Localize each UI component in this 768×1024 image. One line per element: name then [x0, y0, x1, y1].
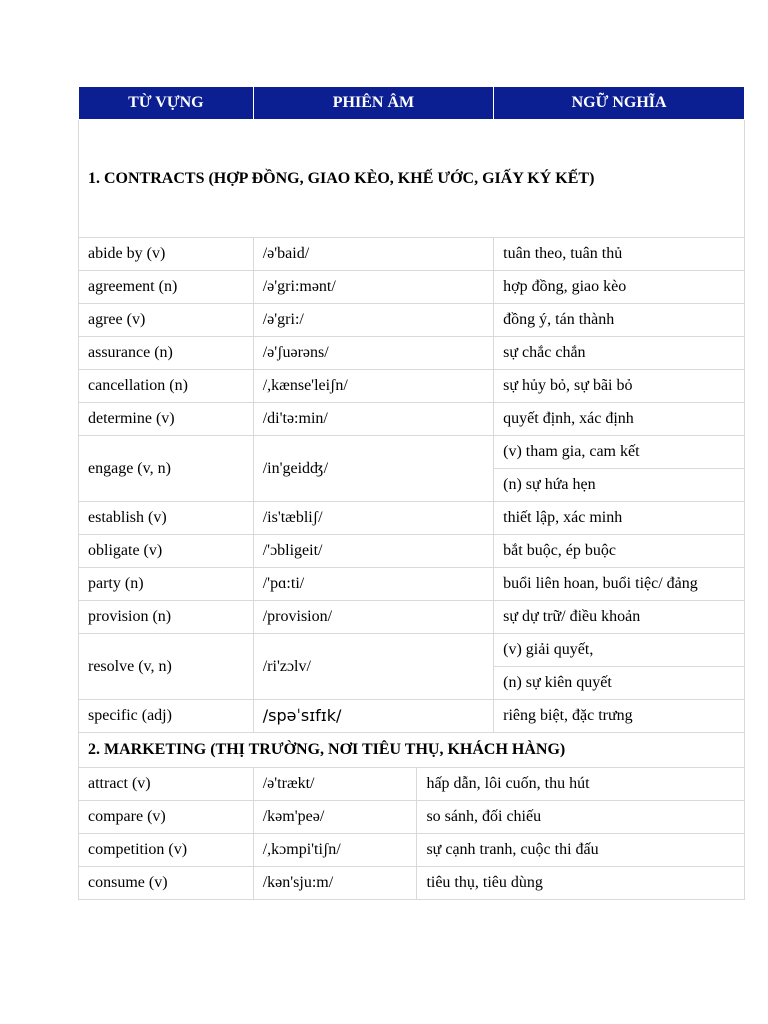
pronunciation-cell: /ə'gri:mənt/ — [253, 271, 493, 304]
meaning-cell: thiết lập, xác minh — [494, 502, 745, 535]
pronunciation-cell: /'ɔbligeit/ — [253, 535, 493, 568]
word-cell: cancellation (n) — [79, 370, 254, 403]
meaning-cell: riêng biệt, đặc trưng — [494, 700, 745, 733]
meaning-cell: quyết định, xác định — [494, 403, 745, 436]
table-row — [79, 700, 745, 733]
word-cell: determine (v) — [79, 403, 254, 436]
header-pronunciation: PHIÊN ÂM — [253, 87, 493, 120]
word-cell: attract (v) — [79, 768, 254, 801]
table-row — [79, 834, 745, 867]
pronunciation-cell: /,kɔmpi'tiʃn/ — [253, 834, 417, 867]
table-row — [79, 601, 745, 634]
meaning-cell: sự cạnh tranh, cuộc thi đấu — [417, 834, 745, 867]
table-row — [79, 768, 745, 801]
word-cell: obligate (v) — [79, 535, 254, 568]
pronunciation-cell: /is'tæbliʃ/ — [253, 502, 493, 535]
table-row — [79, 634, 745, 667]
section-heading-row — [79, 733, 745, 768]
meaning-cell: (v) tham gia, cam kết — [494, 436, 745, 469]
word-cell: competition (v) — [79, 834, 254, 867]
pronunciation-cell: /ə'gri:/ — [253, 304, 493, 337]
meaning-cell: sự chắc chắn — [494, 337, 745, 370]
table-row — [79, 867, 745, 900]
meaning-cell: buổi liên hoan, buổi tiệc/ đảng — [494, 568, 745, 601]
meaning-cell: hấp dẫn, lôi cuốn, thu hút — [417, 768, 745, 801]
pronunciation-cell: /kən'sju:m/ — [253, 867, 417, 900]
section-title: 1. CONTRACTS (HỢP ĐỒNG, GIAO KÈO, KHẾ ƯỚC, GIẤY KÝ KẾT) — [79, 120, 745, 238]
table-row — [79, 271, 745, 304]
word-cell: agree (v) — [79, 304, 254, 337]
meaning-cell: hợp đồng, giao kèo — [494, 271, 745, 304]
table-header-row — [79, 87, 745, 120]
pronunciation-cell: /spəˈsɪfɪk/ — [253, 700, 493, 733]
table-row — [79, 502, 745, 535]
word-cell: consume (v) — [79, 867, 254, 900]
pronunciation-cell: /kəm'peə/ — [253, 801, 417, 834]
meaning-cell: sự dự trữ/ điều khoản — [494, 601, 745, 634]
meaning-cell: (v) giải quyết, — [494, 634, 745, 667]
pronunciation-cell: /in'geidʤ/ — [253, 436, 493, 502]
word-cell: provision (n) — [79, 601, 254, 634]
section-title: 2. MARKETING (THỊ TRƯỜNG, NƠI TIÊU THỤ, KHÁCH HÀNG) — [79, 733, 745, 768]
word-cell: party (n) — [79, 568, 254, 601]
page-bottom-margin — [0, 915, 768, 1024]
meaning-cell: (n) sự hứa hẹn — [494, 469, 745, 502]
word-cell: agreement (n) — [79, 271, 254, 304]
pronunciation-cell: /provision/ — [253, 601, 493, 634]
word-cell: compare (v) — [79, 801, 254, 834]
meaning-cell: đồng ý, tán thành — [494, 304, 745, 337]
table-row — [79, 337, 745, 370]
meaning-cell: tuân theo, tuân thủ — [494, 238, 745, 271]
word-cell: abide by (v) — [79, 238, 254, 271]
table-row — [79, 304, 745, 337]
meaning-cell: tiêu thụ, tiêu dùng — [417, 867, 745, 900]
table-row — [79, 370, 745, 403]
word-cell: establish (v) — [79, 502, 254, 535]
pronunciation-cell: /ə'ʃuərəns/ — [253, 337, 493, 370]
pronunciation-cell: /di'tə:min/ — [253, 403, 493, 436]
meaning-cell: (n) sự kiên quyết — [494, 667, 745, 700]
pronunciation-cell: /,kænse'leiʃn/ — [253, 370, 493, 403]
pronunciation-cell: /ə'baid/ — [253, 238, 493, 271]
meaning-cell: so sánh, đối chiếu — [417, 801, 745, 834]
table-row — [79, 238, 745, 271]
meaning-cell: sự hủy bỏ, sự bãi bỏ — [494, 370, 745, 403]
section-heading-row — [79, 120, 745, 238]
table-row — [79, 568, 745, 601]
pronunciation-cell: /ə'trækt/ — [253, 768, 417, 801]
word-cell: assurance (n) — [79, 337, 254, 370]
header-meaning: NGỮ NGHĨA — [494, 87, 745, 120]
table-row — [79, 801, 745, 834]
meaning-cell: bắt buộc, ép buộc — [494, 535, 745, 568]
word-cell: specific (adj) — [79, 700, 254, 733]
table-row — [79, 436, 745, 469]
vocabulary-table — [78, 87, 745, 900]
table-row — [79, 403, 745, 436]
pronunciation-cell: /'pɑ:ti/ — [253, 568, 493, 601]
header-word: TỪ VỰNG — [79, 87, 254, 120]
word-cell: resolve (v, n) — [79, 634, 254, 700]
pronunciation-cell: /ri'zɔlv/ — [253, 634, 493, 700]
word-cell: engage (v, n) — [79, 436, 254, 502]
table-row — [79, 535, 745, 568]
